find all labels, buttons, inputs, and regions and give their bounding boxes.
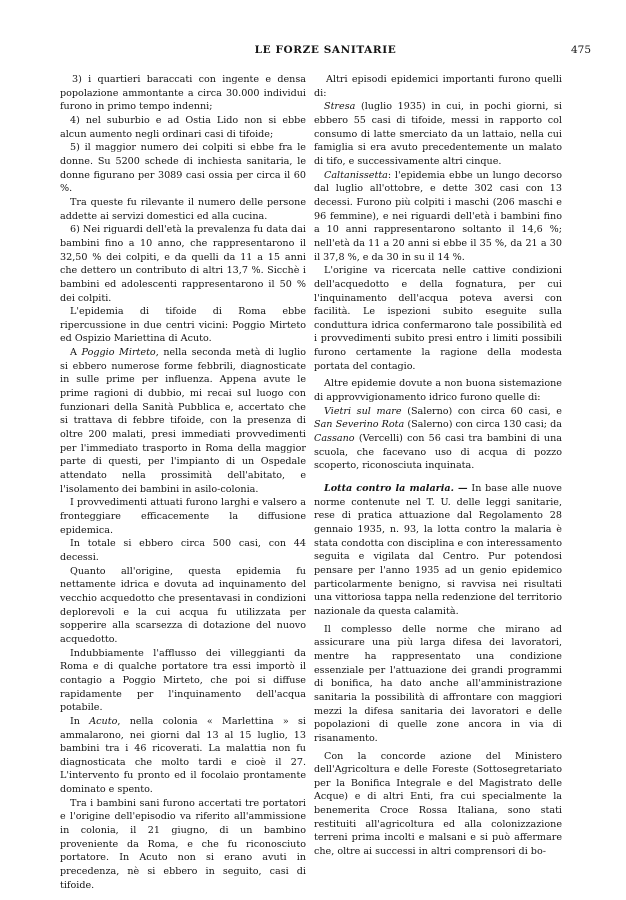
place-name: Acuto <box>89 715 118 727</box>
paragraph-stresa <box>314 100 562 168</box>
left-column <box>60 73 306 892</box>
paragraph-places <box>314 405 562 473</box>
text: , nella seconda metà di luglio si ebbero numerose forme febbrili, diagnosticate in sulle prime per influenza. Appena avute le prime ragioni di dubbio, mi recai sul luogo con funzionari della Sanità Pubblica e, accertato che si trattava di febbre tifoide, con la presenza di oltre 200 malati, presi immediati provvedimenti per l'immediato trasporto in Roma della maggior parte di questi, per l'impianto di un Ospedale attendato nella prossimità dell'abitato, e l'isolamento dei bambini in asilo-colonia. <box>60 347 306 495</box>
paragraph: Con la concorde azione del Ministero dell'Agricoltura e delle Foreste (Sottosegretariato per la Bonifica Integrale e del Magistrato delle Acque) e di altri Enti, fra cui specialmente la benemerita Croce Rossa Italiana, sono stati restituiti all'agricoltura ed alla colonizzazione terreni prima incolti e malsani e si può affermare che, oltre ai successi in altri comprensori di bo- <box>314 750 562 858</box>
place-name: Caltanissetta <box>324 169 388 181</box>
page-header <box>60 44 591 60</box>
paragraph: L'epidemia di tifoide di Roma ebbe ripercussione in due centri vicini: Poggio Mirteto ed Ospizio Mariettina di Acuto. <box>60 306 306 345</box>
right-column <box>314 73 562 859</box>
text: (luglio 1935) in cui, in pochi giorni, si ebbero 55 casi di tifoide, messi in rapporto col consumo di latte smerciato da un lattaio, nella cui famiglia si era avuto precedentemente un malato di tifo, e successivamente altri cinque. <box>314 101 562 167</box>
text: : l'epidemia ebbe un lungo decorso dal luglio all'ottobre, e dette 302 casi con 13 decessi. Furono più colpiti i maschi (206 maschi e 96 femmine), e nei riguardi dell'età i bambini fino a 10 anni rappresentarono soltanto il 14,6 %; nell'età da 11 a 20 anni si ebbe il 35 %, da 21 a 30 il 37,8 %, e da 30 in su il 14 %. <box>314 169 562 263</box>
place-name: Stresa <box>324 101 356 113</box>
text: (Salerno) con circa 60 casi, e <box>401 405 562 417</box>
paragraph-caltanissetta <box>314 169 562 265</box>
text: In base alle nuove norme contenute nel T. U. delle leggi sanitarie, rese di pratica attuazione dal Regolamento 28 gennaio 1935, n. 93, la lotta contro la malaria è stata condotta con disciplina e con interessamento seguita e vigilata dal Centro. Pur potendosi pensare per l'anno 1935 ad un genio epidemico particolarmente benigno, si ravvisa nei risultati una vittoriosa tappa nella redenzione del territorio nazionale da questa calamità. <box>314 483 562 617</box>
paragraph: 3) i quartieri baraccati con ingente e densa popolazione ammontante a circa 30.000 individui furono in primo tempo indenni; <box>60 74 306 113</box>
paragraph: Altre epidemie dovute a non buona sistemazione di approvvigionamento idrico furono quelle di: <box>314 378 562 404</box>
page-number: 475 <box>570 44 591 56</box>
running-title: LE FORZE SANITARIE <box>254 44 397 56</box>
text: A <box>70 347 82 359</box>
paragraph: 6) Nei riguardi dell'età la prevalenza fu data dai bambini fino a 10 anno, che rappresentarono il 32,50 % dei colpiti, e da quelli da 11 a 15 anni che dettero un contributo di altri 13,7 %. Sicchè i bambini ed adolescenti rappresentarono il 50 % dei colpiti. <box>60 224 306 304</box>
paragraph: 4) nel suburbio e ad Ostia Lido non si ebbe alcun aumento negli ordinari casi di tifoide; <box>60 114 306 140</box>
place-name: Vietri sul mare <box>324 405 402 417</box>
section-heading: Lotta contro la malaria. — <box>324 483 468 495</box>
paragraph: Indubbiamente l'afflusso dei villeggianti da Roma e di qualche portatore tra essi importò il contagio a Poggio Mirteto, che poi si diffuse rapidamente per l'inquinamento dell'acqua potabile. <box>60 647 306 714</box>
text: (Vercelli) con 56 casi tra bambini di una scuola, che facevano uso di acqua di pozzo scoperto, riconosciuta inquinata. <box>314 433 562 472</box>
paragraph: Altri episodi epidemici importanti furono quelli di: <box>314 74 562 99</box>
paragraph: 5) il maggior numero dei colpiti si ebbe fra le donne. Su 5200 schede di inchiesta sanitaria, le donne figurano per 3089 casi ossia per circa il 60 %. <box>60 142 306 195</box>
paragraph-acuto <box>60 715 306 797</box>
text: In <box>70 715 90 727</box>
place-name: Cassano <box>314 433 355 445</box>
paragraph: In totale si ebbero circa 500 casi, con 44 decessi. <box>60 538 306 563</box>
place-name: San Severino Rota <box>314 419 405 431</box>
paragraph: L'origine va ricercata nelle cattive condizioni dell'acquedotto e della fognatura, per cui l'inquinamento dell'acqua poteva aversi con facilità. Le ispezioni subito eseguite sulla conduttura idrica confermarono tale possibilità ed i provvedimenti subito presi entro i limiti possibili furono certamente la ragione della modesta portata del contagio. <box>314 265 562 372</box>
paragraph-malaria <box>314 482 562 619</box>
paragraph: Tra i bambini sani furono accertati tre portatori e l'origine dell'episodio va riferito all'ammissione in colonia, il 21 giugno, di un bambino proveniente da Roma, e che fu riconosciuto portatore. In Acuto non si erano avuti in precedenza, nè si ebbero in seguito, casi di tifoide. <box>60 797 306 891</box>
paragraph-poggio <box>60 346 306 496</box>
paragraph: Tra queste fu rilevante il numero delle persone addette ai servizi domestici ed alla cucina. <box>60 196 306 222</box>
paragraph: Il complesso delle norme che mirano ad assicurare una più larga difesa dei lavoratori, mentre ha rappresentato una condizione essenziale per l'attuazione dei grandi programmi di bonifica, ha dato anche all'amministrazione sanitaria la possibilità di affrontare con maggiori mezzi la difesa sanitaria dei lavoratori e delle popolazioni di quelle zone ancora in via di risanamento. <box>314 623 562 744</box>
text: (Salerno) con circa 130 casi; da <box>404 419 562 431</box>
place-name: Poggio Mirteto <box>81 347 156 359</box>
paragraph: I provvedimenti attuati furono larghi e valsero a fronteggiare efficacemente la diffusione epidemica. <box>60 497 306 536</box>
paragraph: Quanto all'origine, questa epidemia fu nettamente idrica e dovuta ad inquinamento del vecchio acquedotto che presentavasi in condizioni deplorevoli e la cui acqua fu utilizzata per sopperire alla scarsezza di dotazione del nuovo acquedotto. <box>60 565 306 645</box>
text: , nella colonia « Marlettina » si ammalarono, nei giorni dal 13 al 15 luglio, 13 bambini tra i 46 ricoverati. La malattia non fu diagnosticata che molto tardi e cioè il 27. L'intervento fu pronto ed il focolaio prontamente dominato e spento. <box>60 715 306 796</box>
